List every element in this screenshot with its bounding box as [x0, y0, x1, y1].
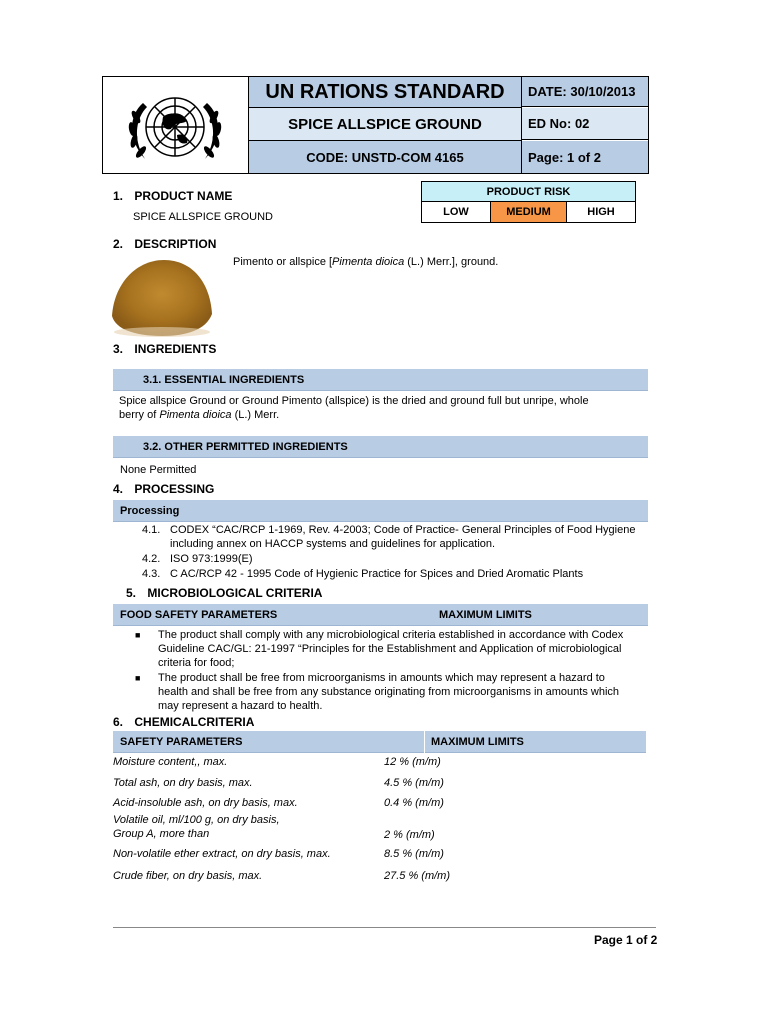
section-4-heading — [113, 482, 214, 496]
processing-item-text: ISO 973:1999(E) — [170, 553, 253, 565]
doc-date: DATE: 30/10/2013 — [522, 77, 648, 107]
other-ingredients-band: 3.2. OTHER PERMITTED INGREDIENTS — [113, 436, 648, 458]
section-3-heading — [113, 342, 216, 356]
section-title: PRODUCT NAME — [134, 189, 233, 203]
section-title: INGREDIENTS — [134, 342, 217, 356]
micro-bullet-2: The product shall be free from microorganisms in amounts which may represent a hazard to health and shall be free from any substance originating from microorganisms in amounts which may represent a hazard to health. — [158, 672, 620, 712]
un-emblem-icon — [103, 77, 248, 173]
doc-code: CODE: UNSTD-COM 4165 — [249, 141, 522, 173]
col-maximum-limits: MAXIMUM LIMITS — [439, 608, 532, 621]
chem-limit: 12 % (m/m) — [384, 756, 441, 768]
section-6-heading — [113, 715, 254, 729]
section-number: 4. — [113, 482, 124, 496]
processing-item: 4.1. — [142, 524, 161, 536]
header-divider — [424, 731, 425, 753]
chem-param: Crude fiber, on dry basis, max. — [113, 870, 263, 882]
doc-edition: ED No: 02 — [522, 108, 648, 140]
risk-low: LOW — [422, 202, 491, 222]
chem-criteria-header — [113, 731, 646, 753]
risk-medium-selected: MEDIUM — [491, 202, 567, 222]
processing-item-text: C AC/RCP 42 - 1995 Code of Hygienic Practice for Spices and Dried Aromatic Plants — [170, 568, 584, 580]
doc-title: UN RATIONS STANDARD — [249, 77, 522, 108]
section-5-heading — [126, 586, 322, 600]
section-title: PROCESSING — [134, 482, 215, 496]
chem-param: Moisture content,, max. — [113, 756, 228, 768]
bullet-icon: ■ — [135, 630, 141, 640]
section-number: 2. — [113, 237, 124, 251]
chem-param: Acid-insoluble ash, on dry basis, max. — [113, 797, 298, 809]
allspice-powder-image — [106, 254, 216, 338]
footer-page-number: Page 1 of 2 — [594, 933, 658, 947]
section-number: 5. — [126, 586, 137, 600]
section-2-heading — [113, 237, 216, 251]
document-header — [102, 76, 649, 174]
essential-ingredients-band: 3.1. ESSENTIAL INGREDIENTS — [113, 369, 648, 391]
chem-param: Volatile oil, ml/100 g, on dry basis, Group A, more than — [113, 814, 280, 840]
product-name: SPICE ALLSPICE GROUND — [133, 211, 273, 223]
product-risk-table — [421, 181, 636, 223]
processing-band: Processing — [113, 500, 648, 522]
processing-item-text: CODEX “CAC/RCP 1-1969, Rev. 4-2003; Code of Practice- General Principles of Food Hygiene including annex on HACCP systems and guidelines for application. — [170, 524, 636, 550]
chem-limit: 4.5 % (m/m) — [384, 777, 444, 789]
chem-param: Total ash, on dry basis, max. — [113, 777, 253, 789]
micro-criteria-header — [113, 604, 648, 626]
risk-header: PRODUCT RISK — [422, 182, 635, 202]
col-maximum-limits: MAXIMUM LIMITS — [431, 735, 524, 748]
micro-bullet-1: The product shall comply with any microbiological criteria established in accordance with Codex Guideline CAC/GL: 21-1997 “Principles for the Establishment and Application of microbiological criteria for food; — [158, 629, 624, 669]
doc-subtitle: SPICE ALLSPICE GROUND — [249, 108, 522, 141]
chem-limit: 0.4 % (m/m) — [384, 797, 444, 809]
col-food-safety-parameters: FOOD SAFETY PARAMETERS — [120, 608, 278, 621]
chem-param: Non-volatile ether extract, on dry basis, max. — [113, 848, 331, 860]
processing-item: 4.2. — [142, 553, 161, 565]
section-title: CHEMICALCRITERIA — [134, 715, 255, 729]
section-number: 3. — [113, 342, 124, 356]
doc-page: Page: 1 of 2 — [522, 141, 648, 173]
section-title: DESCRIPTION — [134, 237, 217, 251]
description-text: Pimento or allspice [Pimenta dioica (L.) Merr.], ground. — [233, 256, 499, 268]
processing-item: 4.3. — [142, 568, 161, 580]
footer-divider — [113, 927, 656, 928]
un-emblem — [103, 77, 249, 173]
section-title: MICROBIOLOGICAL CRITERIA — [147, 586, 323, 600]
col-safety-parameters: SAFETY PARAMETERS — [120, 735, 243, 748]
chem-limit: 2 % (m/m) — [384, 829, 435, 841]
risk-high: HIGH — [587, 206, 615, 218]
section-1-heading — [113, 189, 232, 203]
bullet-icon: ■ — [135, 673, 141, 683]
essential-ingredients-text: Spice allspice Ground or Ground Pimento (allspice) is the dried and ground full but unripe, whole berry of Pimenta dioica (L.) Merr. — [119, 395, 589, 421]
chem-limit: 27.5 % (m/m) — [384, 870, 451, 882]
section-number: 1. — [113, 189, 124, 203]
other-ingredients-text: None Permitted — [120, 464, 197, 476]
chem-limit: 8.5 % (m/m) — [384, 848, 444, 860]
section-number: 6. — [113, 715, 124, 729]
